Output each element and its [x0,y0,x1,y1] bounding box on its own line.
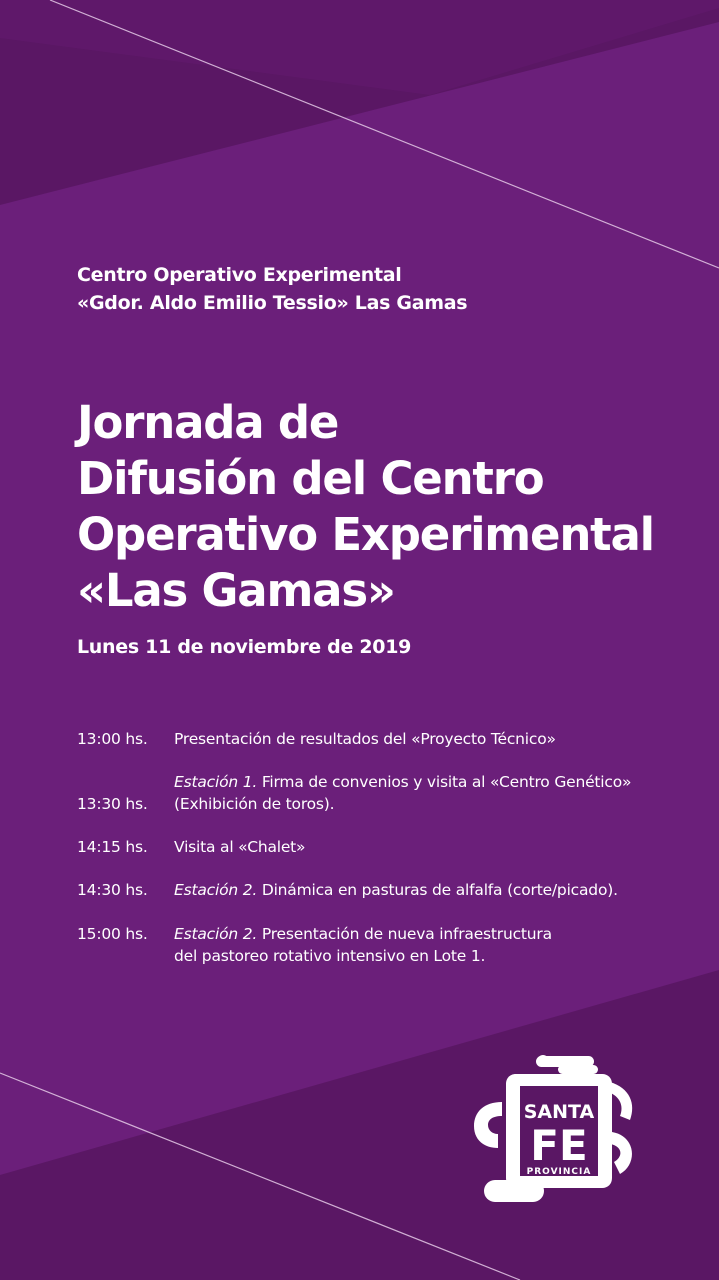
schedule-time: 14:15 hs. [77,838,148,856]
title-line-2: Difusión del Centro [77,452,544,505]
station-label: Estación 2. [174,925,258,943]
schedule-text-line [174,923,697,945]
schedule-list [77,728,697,967]
schedule-text: Presentación de nueva infraestructura [257,925,552,943]
schedule-description [174,836,697,858]
schedule-time: 13:00 hs. [77,730,148,748]
schedule-row [77,836,697,858]
schedule-row [77,771,697,815]
schedule-description [174,923,697,967]
schedule-time: 14:30 hs. [77,881,148,899]
schedule-text: Visita al «Chalet» [174,838,306,856]
schedule-text: (Exhibición de toros). [174,795,335,813]
schedule-description [174,771,697,815]
schedule-description [174,728,697,750]
santa-fe-logo [470,1052,640,1208]
logo-text-provincia: PROVINCIA [526,1167,592,1177]
schedule-text: del pastoreo rotativo intensivo en Lote 1. [174,947,486,965]
schedule-text: Dinámica en pasturas de alfalfa (corte/picado). [257,881,618,899]
title-line-1: Jornada de [77,396,339,449]
station-label: Estación 1. [174,773,258,791]
schedule-time: 13:30 hs. [77,795,148,813]
schedule-text-line [174,879,697,901]
event-title [77,395,654,619]
logo-text-fe: FE [530,1121,588,1170]
title-line-3: Operativo Experimental [77,508,654,561]
schedule-time: 15:00 hs. [77,925,148,943]
schedule-text: Firma de convenios y visita al «Centro Genético» [257,773,632,791]
title-line-4: «Las Gamas» [77,564,395,617]
schedule-text: Presentación de resultados del «Proyecto Técnico» [174,730,556,748]
event-date: Lunes 11 de noviembre de 2019 [77,636,412,658]
schedule-row [77,879,697,901]
schedule-row [77,923,697,967]
schedule-row [77,728,697,750]
station-label: Estación 2. [174,881,258,899]
org-line-1: Centro Operativo Experimental [77,264,402,286]
org-line-2: «Gdor. Aldo Emilio Tessio» Las Gamas [77,292,468,314]
organization-name [77,261,467,317]
schedule-text-line [174,771,697,793]
schedule-description [174,879,697,901]
logo-text-santa: SANTA [523,1101,595,1123]
